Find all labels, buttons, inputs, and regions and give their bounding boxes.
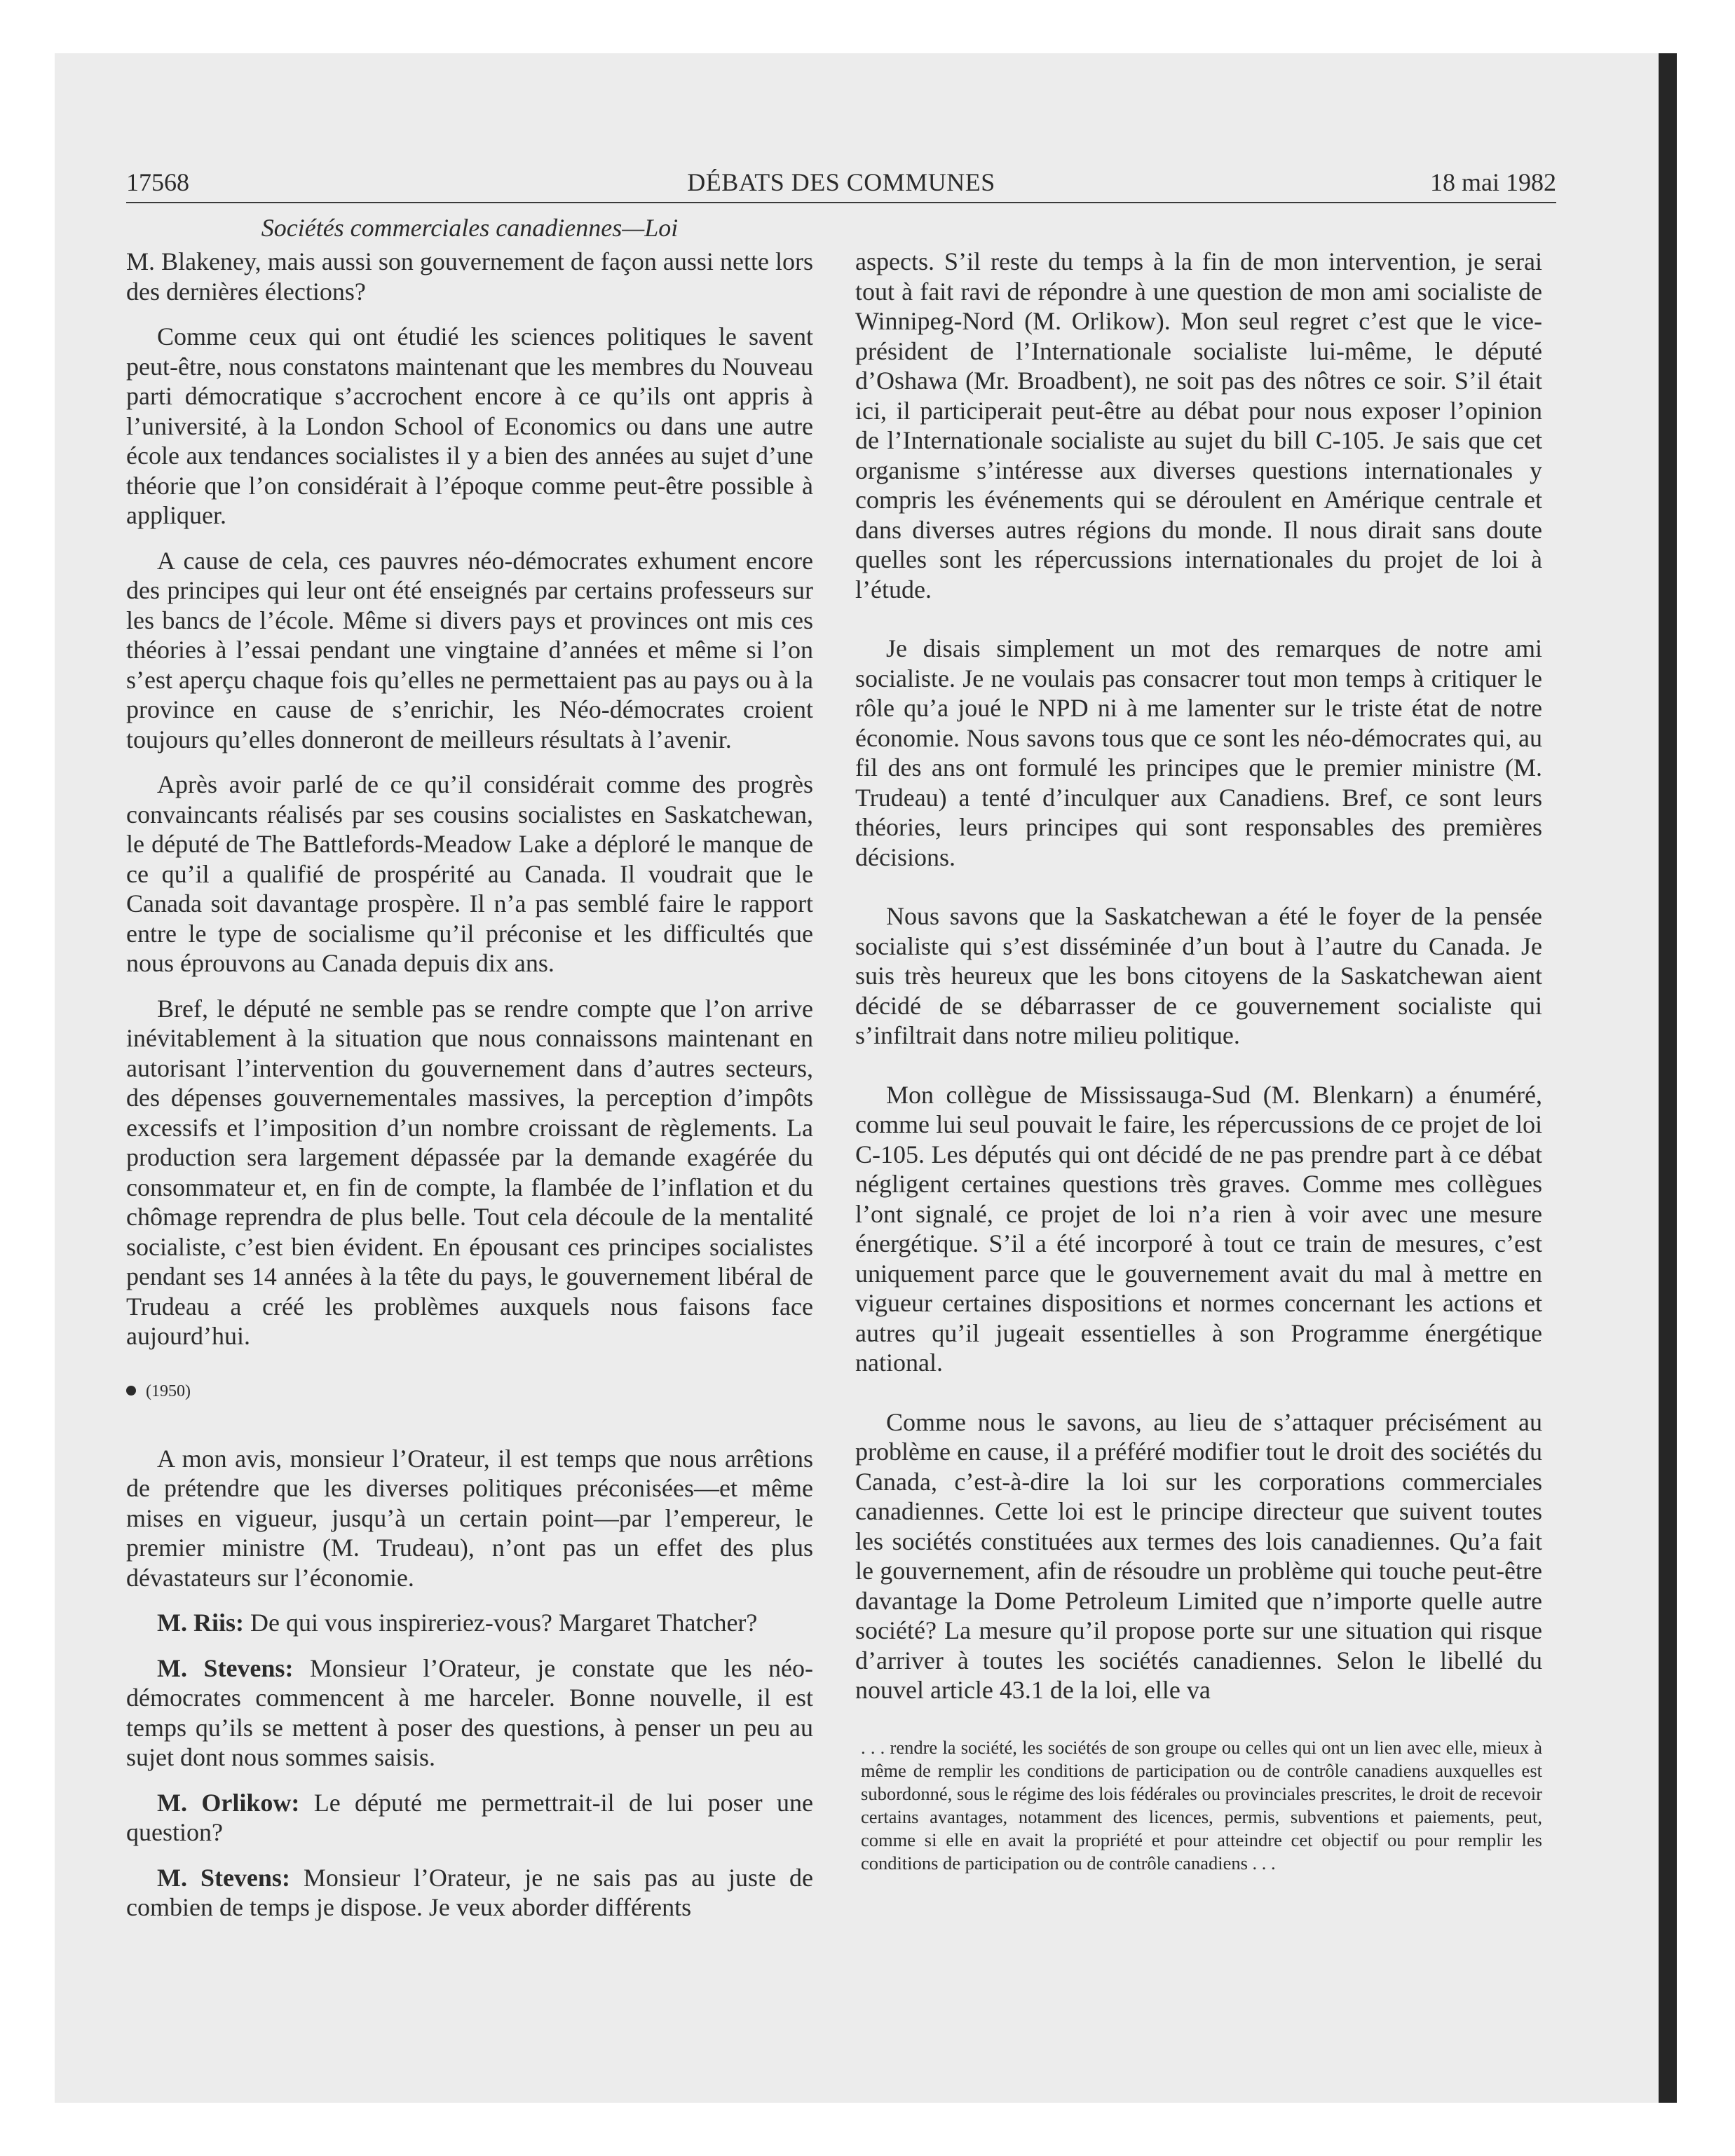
block-quote: . . . rendre la société, les sociétés de son groupe ou celles qui ont un lien avec elle, mieux à même de remplir les conditions de participation ou de contrôle canadiens auxquelles est subordonné, sous le régime des lois fédérales ou provinciales prescrites, le droit de recevoir certains avantages, notamment des licences, permis, subventions et paiements, peut, comme si elle en avait la propriété et pour atteindre cet objectif ou pour remplir les conditions de participation ou de contrôle canadiens . . . bbox=[861, 1736, 1542, 1874]
publication-date: 18 mai 1982 bbox=[1430, 168, 1556, 196]
speech-text: Monsieur l’Orateur, je ne sais pas au juste de combien de temps je dispose. Je veux aborder différents bbox=[126, 1863, 813, 1921]
speech-text: Le député me permettrait-il de lui poser une question? bbox=[126, 1788, 813, 1846]
speech-text: De qui vous inspireriez-vous? Margaret Thatcher? bbox=[243, 1609, 758, 1637]
running-header bbox=[126, 164, 1556, 200]
paragraph: A cause de cela, ces pauvres néo-démocrates exhument encore des principes qui leur ont été enseignés par certains professeurs sur les bancs de l’école. Même si divers pays et provinces ont mis ces théories à l’essai pendant une vingtaine d’années et même si l’on s’est aperçu chaque fois qu’elles ne permettaient pas au pays ou à la province en cause de s’enrichir, les Néo-démocrates croient toujours qu’elles donneront de meilleurs résultats à l’avenir. bbox=[126, 546, 813, 753]
publication-title: DÉBATS DES COMMUNES bbox=[687, 168, 995, 196]
paragraph: Après avoir parlé de ce qu’il considérait comme des progrès convaincants réalisés par ses cousins socialistes en Saskatchewan, le député de The Battlefords-Meadow Lake a déploré le manque de ce qu’il a qualifié de prospérité au Canada. Il voudrait que le Canada soit davantage prospère. Il n’a pas semblé faire le rapport entre le type de socialisme qu’il préconise et les difficultés que nous éprouvons au Canada depuis dix ans. bbox=[126, 770, 813, 977]
header-rule bbox=[126, 202, 1556, 203]
right-column bbox=[855, 247, 1542, 1875]
bullet-icon bbox=[126, 1386, 136, 1396]
paragraph: Comme ceux qui ont étudié les sciences politiques le savent peut-être, nous constatons maintenant que les membres du Nouveau parti démocratique s’accrochent encore à ce qu’ils ont appris à l’université, à la London School of Economics ou dans une autre école aux tendances socialistes il y a bien des années au sujet d’une théorie que l’on considérait à l’époque comme peut-être possible à appliquer. bbox=[126, 322, 813, 529]
timestamp bbox=[126, 1381, 813, 1402]
paragraph: Mon collègue de Mississauga-Sud (M. Blenkarn) a énuméré, comme lui seul pouvait le faire, les répercussions de ce projet de loi C-105. Les députés qui ont décidé de ne pas prendre part à ce débat négligent certaines questions très graves. Comme mes collègues l’ont signalé, ce projet de loi n’a rien à voir avec une mesure énergétique. S’il a été incorporé à tout ce train de mesures, c’est uniquement parce que le gouvernement avait du mal à mettre en vigueur certaines dispositions et normes concernant les actions et autres qu’il jugeait essentielles à son Programme énergétique national. bbox=[855, 1080, 1542, 1377]
speech-stevens bbox=[126, 1863, 813, 1923]
paragraph: A mon avis, monsieur l’Orateur, il est temps que nous arrêtions de prétendre que les diverses politiques préconisées—et même mises en vigueur, jusqu’à un certain point—par l’empereur, le premier ministre (M. Trudeau), n’ont pas un effet des plus dévastateurs sur l’économie. bbox=[126, 1444, 813, 1592]
paragraph: Comme nous le savons, au lieu de s’attaquer précisément au problème en cause, il a préféré modifier tout le droit des sociétés du Canada, c’est-à-dire la loi sur les corporations commerciales canadiennes. Cette loi est le principe directeur que suivent toutes les sociétés constituées aux termes des lois canadiennes. Qu’a fait le gouvernement, afin de résoudre un problème qui touche peut-être davantage la Dome Petroleum Limited que n’importe quelle autre société? La mesure qu’il propose porte sur une situation qui risque d’arriver à toutes les sociétés canadiennes. Selon le libellé du nouvel article 43.1 de la loi, elle va bbox=[855, 1407, 1542, 1704]
speech-text: Monsieur l’Orateur, je constate que les néo-démocrates commencent à me harceler. Bonne nouvelle, il est temps qu’ils se mettent à poser des questions, à penser un peu au sujet dont nous sommes saisis. bbox=[126, 1653, 813, 1771]
timestamp-text: (1950) bbox=[146, 1381, 191, 1400]
paragraph: aspects. S’il reste du temps à la fin de mon intervention, je serai tout à fait ravi de répondre à une question de mon ami socialiste de Winnipeg-Nord (M. Orlikow). Mon seul regret c’est que le vice-président de l’Internationale socialiste lui-même, le député d’Oshawa (Mr. Broadbent), ne soit pas des nôtres ce soir. S’il était ici, il participerait peut-être au débat pour nous exposer l’opinion de l’Internationale socialiste au sujet du bill C-105. Je sais que cet organisme s’intéresse aux diverses questions internationales y compris les événements qui se déroulent en Amérique centrale et dans diverses autres régions du monde. Il nous dirait sans doute quelles sont les répercussions internationales du projet de loi à l’étude. bbox=[855, 247, 1542, 603]
paragraph: Nous savons que la Saskatchewan a été le foyer de la pensée socialiste qui s’est disséminée d’un bout à l’autre du Canada. Je suis très heureux que les bons citoyens de la Saskatchewan aient décidé de se débarrasser de ce gouvernement socialiste qui s’infiltrait dans notre milieu politique. bbox=[855, 902, 1542, 1049]
paragraph: M. Blakeney, mais aussi son gouvernement de façon aussi nette lors des dernières élections? bbox=[126, 247, 813, 306]
paragraph: Je disais simplement un mot des remarques de notre ami socialiste. Je ne voulais pas consacrer tout mon temps à critiquer le rôle qu’a joué le NPD ni à me lamenter sur le triste état de notre économie. Nous savons tous que ce sont les néo-démocrates qui, au fil des ans ont formulé les principes que le premier ministre (M. Trudeau) a tenté d’inculquer aux Canadiens. Bref, ce sont leurs théories, leurs principes qui sont responsables des premières décisions. bbox=[855, 634, 1542, 871]
speaker-name: M. Riis: bbox=[157, 1609, 244, 1637]
speaker-name: M. Orlikow: bbox=[157, 1788, 300, 1817]
speech-stevens bbox=[126, 1653, 813, 1773]
speaker-name: M. Stevens: bbox=[157, 1653, 294, 1682]
section-title: Sociétés commerciales canadiennes—Loi bbox=[261, 214, 679, 242]
speech-orlikow bbox=[126, 1788, 813, 1848]
speaker-name: M. Stevens: bbox=[157, 1863, 290, 1892]
left-column bbox=[126, 247, 813, 1938]
scan-edge-bar bbox=[1659, 53, 1677, 2103]
speech-riis bbox=[126, 1608, 813, 1638]
paragraph: Bref, le député ne semble pas se rendre compte que l’on arrive inévitablement à la situation que nous connaissons maintenant en autorisant l’intervention du gouvernement dans d’autres secteurs, des dépenses gouvernementales massives, la perception d’impôts excessifs et l’imposition d’un nombre croissant de règlements. La production sera largement dépassée par la demande exagérée du consommateur et, en fin de compte, la flambée de l’inflation et du chômage reprendra de plus belle. Tout cela découle de la mentalité socialiste, c’est bien évident. En épousant ces principes socialistes pendant ses 14 années à la tête du pays, le gouvernement libéral de Trudeau a créé les problèmes auxquels nous faisons face aujourd’hui. bbox=[126, 994, 813, 1350]
page-number: 17568 bbox=[126, 168, 189, 196]
